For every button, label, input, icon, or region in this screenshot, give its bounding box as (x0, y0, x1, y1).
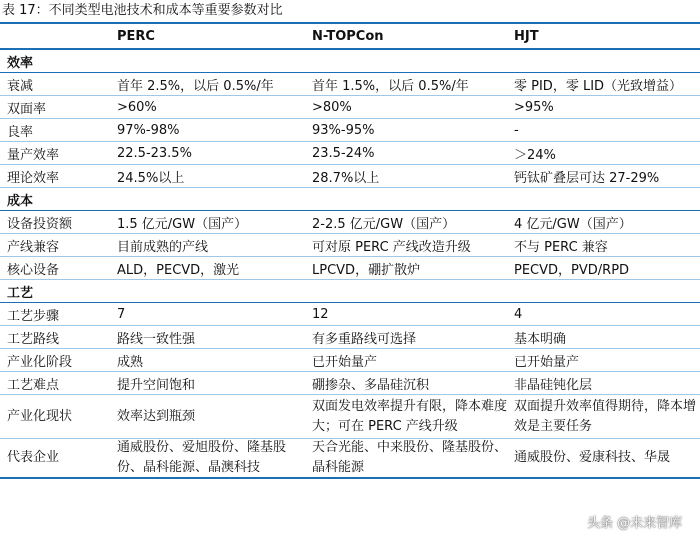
cell-ntopcon: 12 (305, 303, 507, 326)
section-cost: 成本 (0, 188, 700, 211)
section-process: 工艺 (0, 280, 700, 303)
cell-hjt: >95% (507, 96, 700, 119)
row-label: 设备投资额 (0, 211, 110, 234)
cell-perc: >60% (110, 96, 305, 119)
cell-perc: ALD，PECVD，激光 (110, 257, 305, 280)
cell-hjt: 通威股份、爱康科技、华晟 (507, 439, 700, 479)
cell-hjt: 已开始量产 (507, 349, 700, 372)
header-perc: PERC (110, 22, 305, 50)
comparison-table (0, 22, 700, 479)
table-caption: 表 17：不同类型电池技术和成本等重要参数对比 (2, 3, 283, 18)
cell-perc: 目前成熟的产线 (110, 234, 305, 257)
row-label: 产业化阶段 (0, 349, 110, 372)
cell-ntopcon: 天合光能、中来股份、隆基股份、晶科能源 (305, 439, 507, 479)
row-label: 产线兼容 (0, 234, 110, 257)
cell-perc: 24.5%以上 (110, 165, 305, 188)
cell-perc: 1.5 亿元/GW（国产） (110, 211, 305, 234)
cell-perc: 97%-98% (110, 119, 305, 142)
cell-hjt: 零 PID，零 LID（光致增益） (507, 73, 700, 96)
cell-ntopcon: 2-2.5 亿元/GW（国产） (305, 211, 507, 234)
cell-perc: 提升空间饱和 (110, 372, 305, 395)
row-label: 衰减 (0, 73, 110, 96)
cell-hjt: 不与 PERC 兼容 (507, 234, 700, 257)
cell-ntopcon: LPCVD，硼扩散炉 (305, 257, 507, 280)
section-efficiency: 效率 (0, 50, 700, 73)
cell-hjt: - (507, 119, 700, 142)
cell-hjt: ＞24% (507, 142, 700, 165)
cell-ntopcon: 可对原 PERC 产线改造升级 (305, 234, 507, 257)
row-label: 产业化现状 (0, 395, 110, 439)
row-label: 工艺难点 (0, 372, 110, 395)
header-hjt: HJT (507, 22, 700, 50)
cell-ntopcon: 双面发电效率提升有限，降本难度大；可在 PERC 产线升级 (305, 395, 507, 439)
row-label: 双面率 (0, 96, 110, 119)
row-label: 工艺步骤 (0, 303, 110, 326)
cell-hjt: 钙钛矿叠层可达 27-29% (507, 165, 700, 188)
row-label: 理论效率 (0, 165, 110, 188)
cell-perc: 成熟 (110, 349, 305, 372)
watermark-text: 头条 @未来智库 (587, 515, 683, 531)
header-ntopcon: N-TOPCon (305, 22, 507, 50)
cell-ntopcon: 23.5-24% (305, 142, 507, 165)
cell-hjt: 非晶硅钝化层 (507, 372, 700, 395)
cell-perc: 路线一致性强 (110, 326, 305, 349)
cell-hjt: PECVD，PVD/RPD (507, 257, 700, 280)
cell-perc: 7 (110, 303, 305, 326)
cell-perc: 通威股份、爱旭股份、隆基股份、晶科能源、晶澳科技 (110, 439, 305, 479)
row-label: 量产效率 (0, 142, 110, 165)
cell-hjt: 4 亿元/GW（国产） (507, 211, 700, 234)
watermark (568, 506, 698, 536)
cell-ntopcon: 已开始量产 (305, 349, 507, 372)
cell-hjt: 基本明确 (507, 326, 700, 349)
cell-perc: 首年 2.5%，以后 0.5%/年 (110, 73, 305, 96)
row-label: 良率 (0, 119, 110, 142)
cell-ntopcon: 首年 1.5%，以后 0.5%/年 (305, 73, 507, 96)
header-blank (0, 22, 110, 50)
cell-hjt: 4 (507, 303, 700, 326)
cell-ntopcon: >80% (305, 96, 507, 119)
cell-ntopcon: 28.7%以上 (305, 165, 507, 188)
cell-perc: 22.5-23.5% (110, 142, 305, 165)
row-label: 代表企业 (0, 439, 110, 479)
cell-ntopcon: 硼掺杂、多晶硅沉积 (305, 372, 507, 395)
watermark-logo-icon (568, 513, 584, 529)
row-label: 核心设备 (0, 257, 110, 280)
cell-ntopcon: 有多重路线可选择 (305, 326, 507, 349)
cell-ntopcon: 93%-95% (305, 119, 507, 142)
cell-hjt: 双面提升效率值得期待，降本增效是主要任务 (507, 395, 700, 439)
row-label: 工艺路线 (0, 326, 110, 349)
cell-perc: 效率达到瓶颈 (110, 395, 305, 439)
